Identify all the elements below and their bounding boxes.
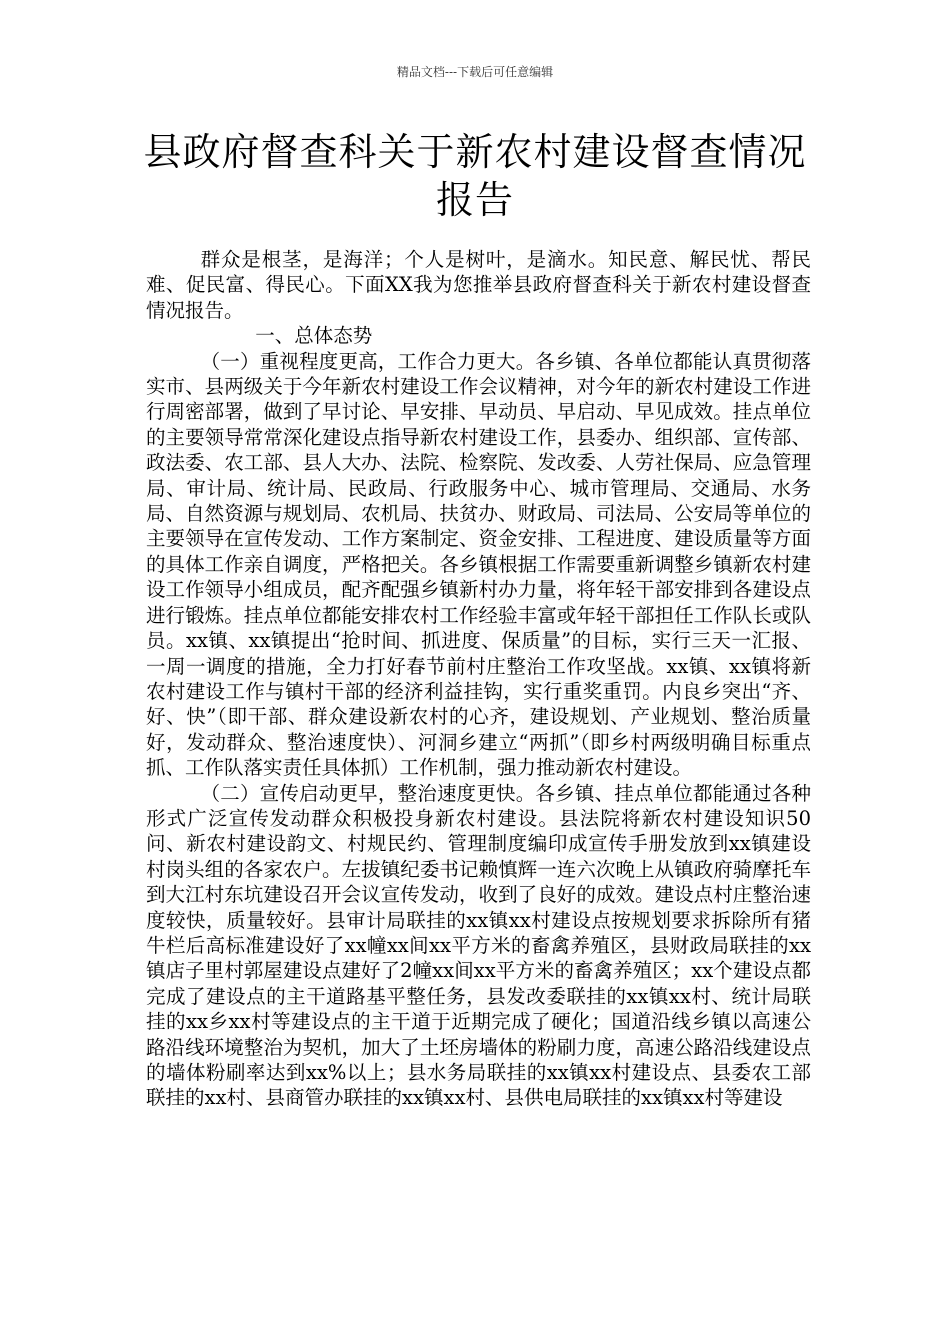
body-paragraph-1: （一）重视程度更高，工作合力更大。各乡镇、各单位都能认真贯彻落实市、县两级关于今年新农村建设工作会议精神，对今年的新农村建设工作进行周密部署，做到了早讨论、早安排、早动员、早启动、早见成效。挂点单位的主要领导常常深化建设点指导新农村建设工作，县委办、组织部、宣传部、政法委、农工部、县人大办、法院、检察院、发改委、人劳社保局、应急管理局、审计局、统计局、民政局、行政服务中心、城市管理局、交通局、水务局、自然资源与规划局、农机局、扶贫办、财政局、司法局、公安局等单位的主要领导在宣传发动、工作方案制定、资金安排、工程进度、建设质量等方面的具体工作亲自调度，严格把关。各乡镇根据工作需要重新调整乡镇新农村建设工作领导小组成员，配齐配强乡镇新村办力量，将年轻干部安排到各建设点进行锻炼。挂点单位都能安排农村工作经验丰富或年轻干部担任工作队长或队员。xx镇、xx镇提出“抢时间、抓进度、保质量”的目标，实行三天一汇报、一周一调度的措施，全力打好春节前村庄整治工作攻坚战。xx镇、xx镇将新农村建设工作与镇村干部的经济利益挂钩，实行重奖重罚。内良乡突出“齐、好、快”（即干部、群众建设新农村的心齐，建设规划、产业规划、整治质量好，发动群众、整治速度快）、河洞乡建立“两抓”（即乡村两级明确目标重点抓、工作队落实责任具体抓）工作机制，强力推动新农村建设。 (146, 349, 811, 780)
document-title: 县政府督查科关于新农村建设督查情况报告 (143, 130, 807, 222)
body-paragraph-2: （二）宣传启动更早，整治速度更快。各乡镇、挂点单位都能通过各种形式广泛宣传发动群众积极投身新农村建设。县法院将新农村建设知识50问、新农村建设韵文、村规民约、管理制度编印成宣传手册发放到xx镇建设村岗头组的各家农户。左拔镇纪委书记赖慎辉一连六次晚上从镇政府骑摩托车到大江村东坑建设召开会议宣传发动，收到了良好的成效。建设点村庄整治速度较快，质量较好。县审计局联挂的xx镇xx村建设点按规划要求拆除所有猪牛栏后高标准建设好了xx幢xx间xx平方米的畜禽养殖区，县财政局联挂的xx镇店子里村郭屋建设点建好了2幢xx间xx平方米的畜禽养殖区；xx个建设点都完成了建设点的主干道路基平整任务，县发改委联挂的xx镇xx村、统计局联挂的xx乡xx村等建设点的主干道于近期完成了硬化；国道沿线乡镇以高速公路沿线环境整治为契机，加大了土坯房墙体的粉刷力度，高速公路沿线建设点的墙体粉刷率达到xx%以上；县水务局联挂的xx镇xx村建设点、县委农工部联挂的xx村、县商管办联挂的xx镇xx村、县供电局联挂的xx镇xx村等建设 (146, 781, 811, 1110)
section-heading-overall: 一、总体态势 (255, 324, 373, 348)
document-body (146, 247, 811, 1111)
page-header: 精品文档---下载后可任意编辑 (396, 65, 554, 79)
intro-paragraph: 群众是根茎，是海洋；个人是树叶，是滴水。知民意、解民忧、帮民难、促民富、得民心。下面XX我为您推举县政府督查科关于新农村建设督查情况报告。 (146, 248, 811, 322)
